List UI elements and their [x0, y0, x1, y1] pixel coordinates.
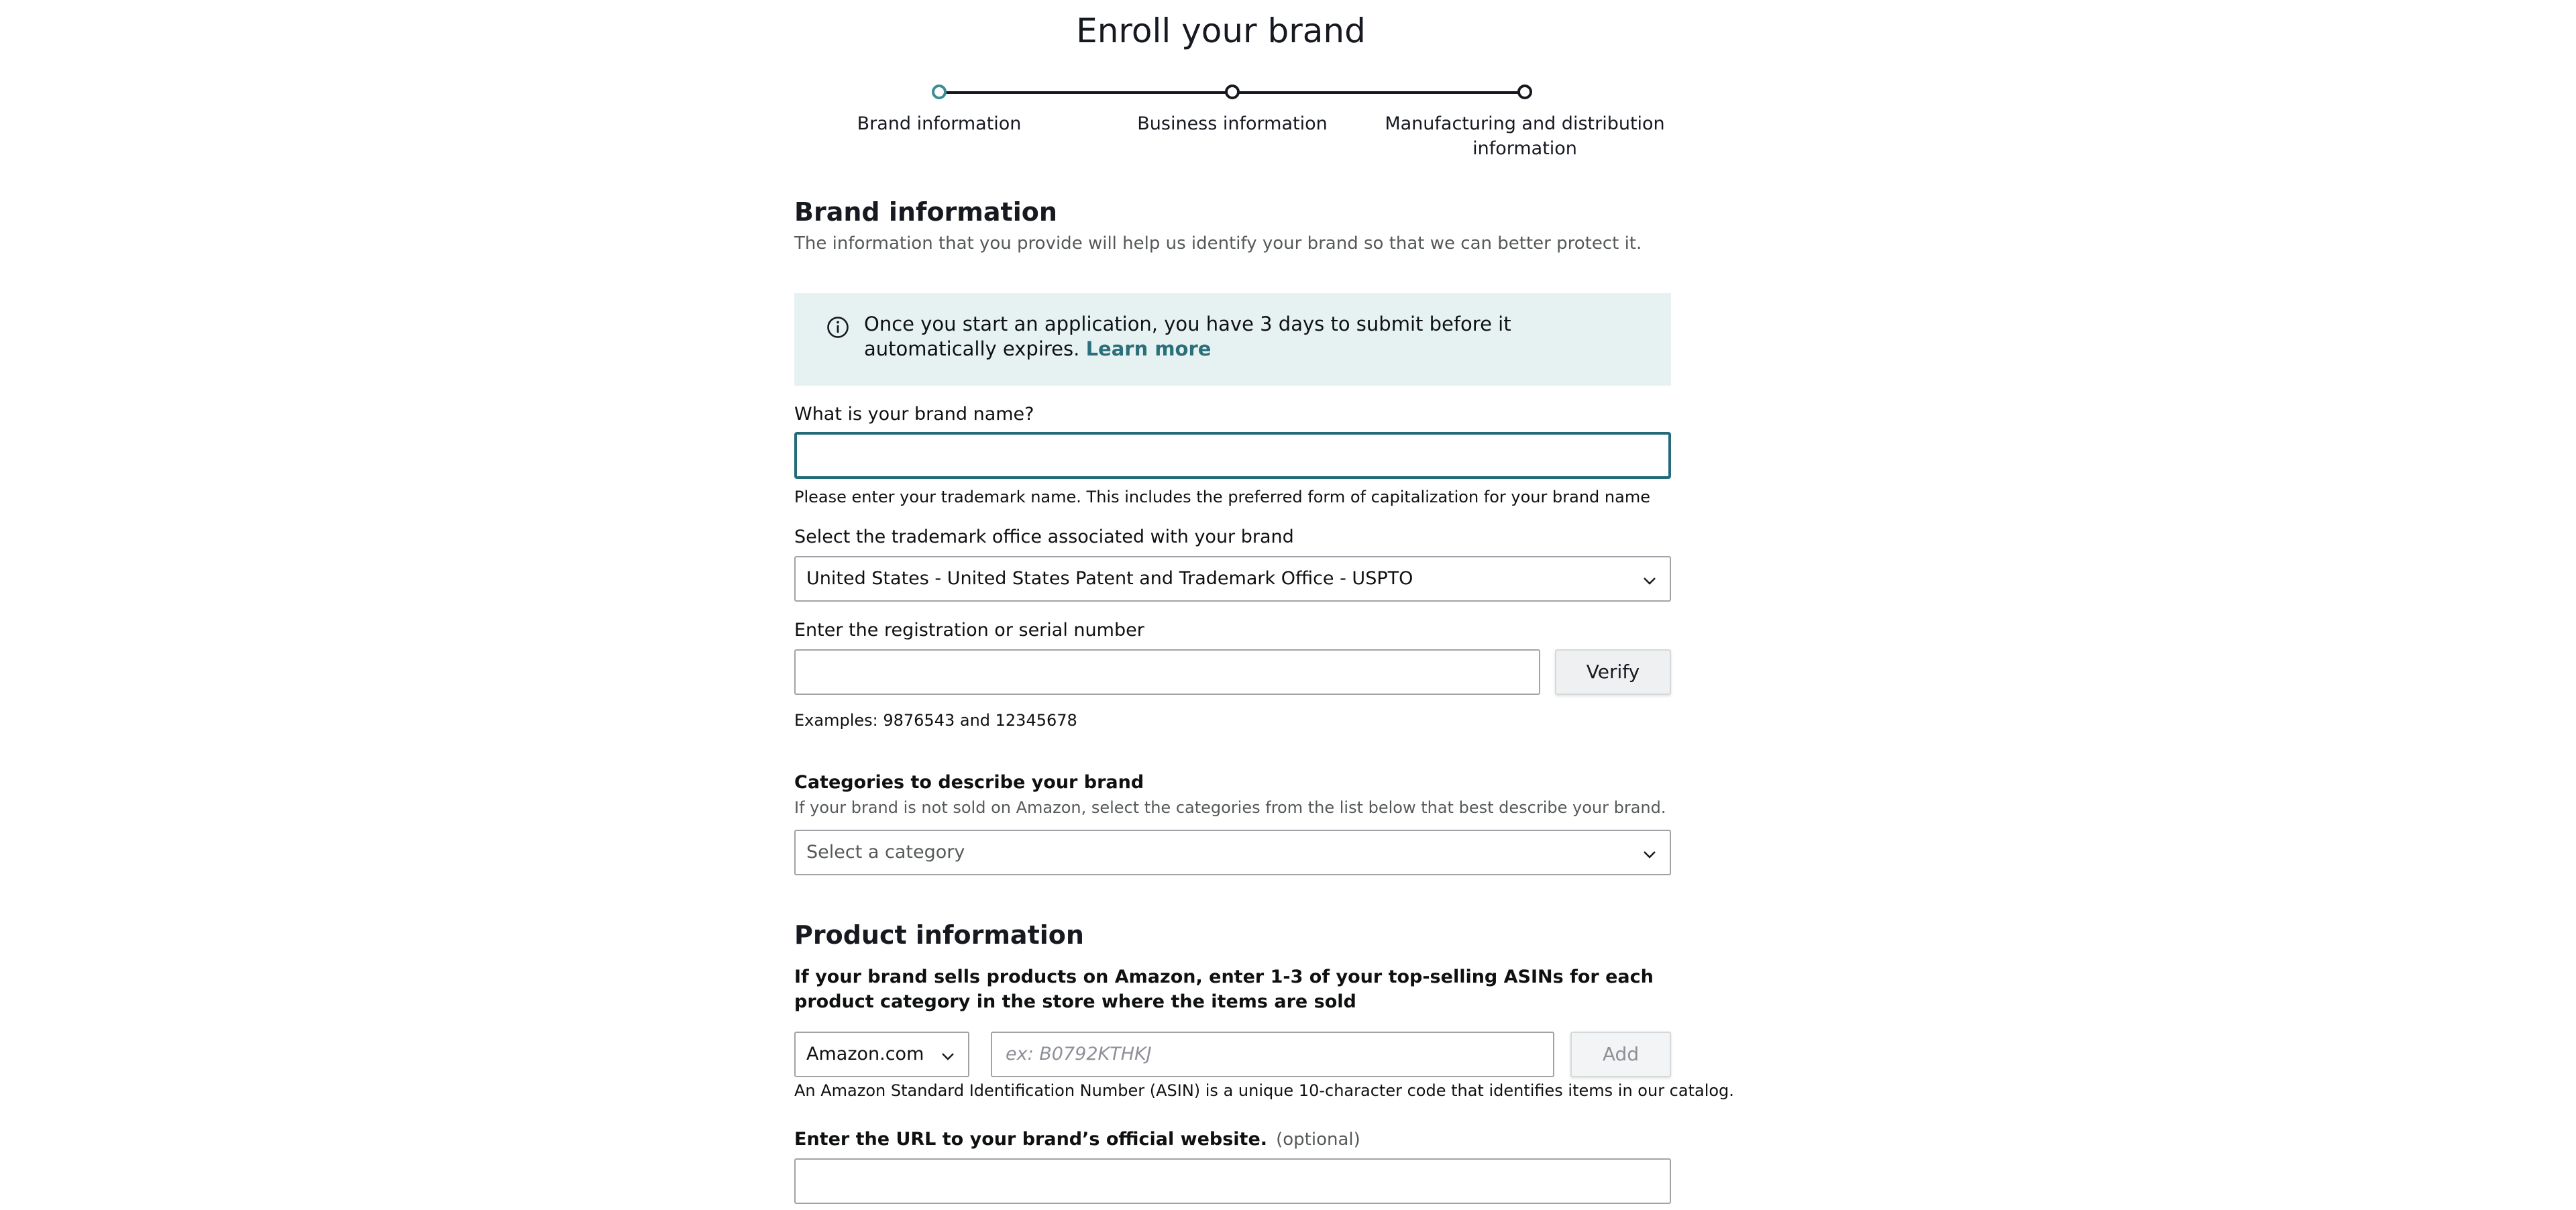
trademark-office-selected-value: United States - United States Patent and Trademark Office - USPTO: [806, 568, 1413, 589]
progress-stepper: [0, 0, 2576, 168]
alert-text: Once you start an application, you have 3 days to submit before it automatically expires.: [864, 313, 1511, 360]
categories-label: Categories to describe your brand: [794, 772, 1144, 793]
registration-examples: Examples: 9876543 and 12345678: [794, 711, 1077, 730]
brand-information-description: The information that you provide will help us identify your brand so that we can better protect it.: [794, 233, 1642, 254]
website-url-input[interactable]: [794, 1158, 1671, 1204]
chevron-down-icon: [938, 1050, 957, 1062]
alert-message: [864, 312, 1589, 362]
brand-name-hint: Please enter your trademark name. This includes the preferred form of capitalization for your brand name: [794, 488, 1650, 506]
marketplace-select[interactable]: [794, 1032, 969, 1077]
brand-information-heading: Brand information: [794, 197, 1057, 227]
info-alert: [794, 293, 1671, 386]
step-label-brand-information: Brand information: [857, 113, 1022, 134]
brand-name-input[interactable]: [794, 432, 1671, 479]
categories-description: If your brand is not sold on Amazon, select the categories from the list below that best describe your brand.: [794, 798, 1666, 817]
marketplace-selected-value: Amazon.com: [806, 1044, 924, 1064]
chevron-down-icon: [1640, 575, 1659, 587]
add-asin-button[interactable]: Add: [1570, 1032, 1671, 1077]
step-dot-business-information: [1225, 85, 1240, 99]
chevron-down-icon: [1640, 848, 1659, 861]
brand-name-label: What is your brand name?: [794, 404, 1034, 425]
step-label-manufacturing-distribution: Manufacturing and distribution information: [1385, 113, 1665, 159]
learn-more-link[interactable]: Learn more: [1085, 337, 1212, 360]
trademark-office-select[interactable]: [794, 556, 1671, 602]
website-label-row: [794, 1129, 1360, 1150]
asin-hint: An Amazon Standard Identification Number (ASIN) is a unique 10-character code that identifies items in our catalog.: [794, 1081, 1734, 1100]
step-label-business-information: Business information: [1137, 113, 1328, 134]
page-title: Enroll your brand: [1076, 11, 1366, 50]
step-dot-manufacturing-distribution: [1517, 85, 1532, 99]
asin-input[interactable]: [991, 1032, 1554, 1077]
registration-number-input[interactable]: [794, 649, 1540, 695]
verify-button[interactable]: Verify: [1555, 649, 1671, 695]
registration-number-label: Enter the registration or serial number: [794, 620, 1144, 641]
asin-input-placeholder: ex: B0792KTHKJ: [1006, 1044, 1152, 1064]
website-optional-tag: (optional): [1276, 1130, 1360, 1150]
product-information-instruction: If your brand sells products on Amazon, enter 1-3 of your top-selling ASINs for each product category in the store where the items are sold: [794, 967, 1654, 1012]
website-label: Enter the URL to your brand’s official website.: [794, 1129, 1268, 1150]
step-dot-brand-information: [932, 85, 947, 99]
info-circle-icon: [826, 316, 849, 339]
category-select[interactable]: [794, 830, 1671, 875]
trademark-office-label: Select the trademark office associated with your brand: [794, 527, 1294, 547]
product-information-heading: Product information: [794, 920, 1084, 950]
category-select-placeholder: Select a category: [806, 842, 965, 863]
